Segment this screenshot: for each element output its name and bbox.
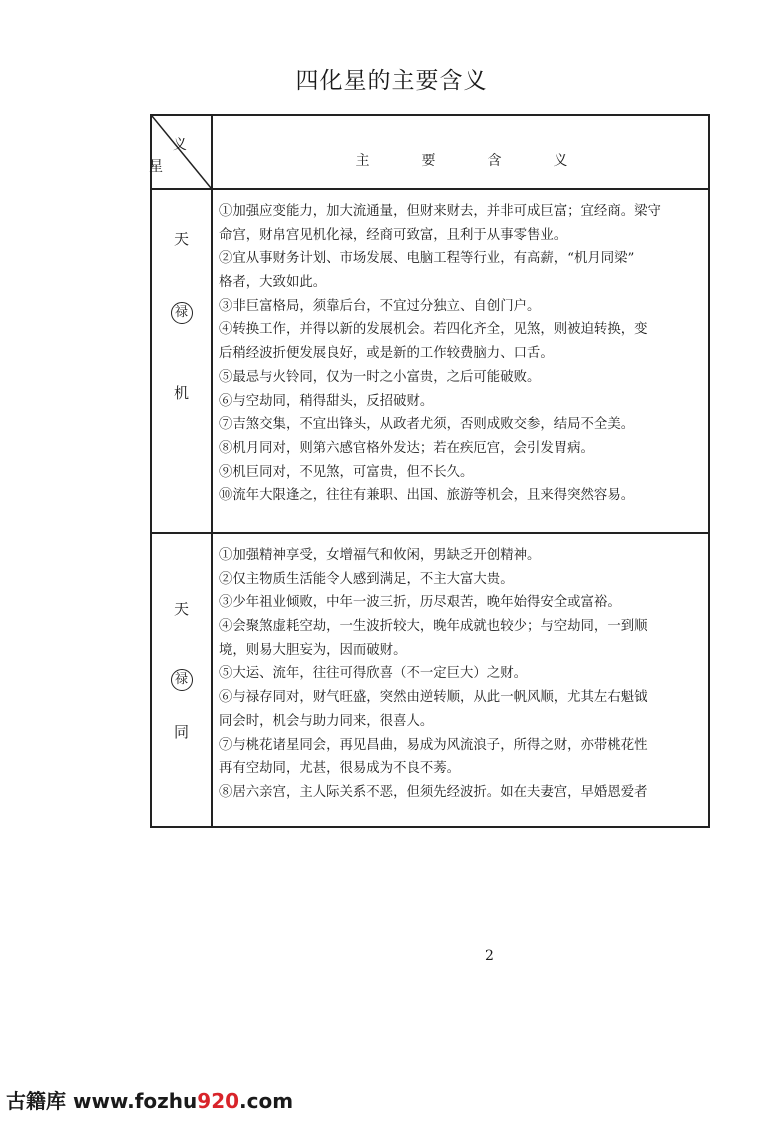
star-name-top: 天 [173,600,189,618]
page-title: 四化星的主要含义 [295,68,488,94]
meaning-line: ①加强精神享受，女增福气和攸闲，男缺乏开创精神。 [219,548,541,563]
star-name-top: 天 [173,230,189,248]
corner-label-top: 义 [173,137,187,153]
row-divider [152,532,708,534]
meaning-line: 后稍经波折便发展良好，或是新的工作较费脑力、口舌。 [219,346,554,362]
star-name-bottom: 机 [173,384,189,402]
meaning-line: ⑥与空劫同，稍得甜头，反招破财。 [219,393,434,409]
footer-domain-b: 920 [197,1089,240,1113]
column-divider [211,116,213,826]
meaning-line: ⑥与禄存同对，财气旺盛，突然由逆转顺，从此一帆风顺，尤其左右魁钺 [219,690,648,706]
meaning-line: ②宜从事财务计划、市场发展、电脑工程等行业，有高薪，“机月同梁” [219,251,635,267]
header-main [213,150,710,170]
header-char: 含 [487,153,502,169]
meaning-line: 再有空劫同，尤甚，很易成为不良不莠。 [219,761,461,777]
page-number: 2 [485,948,494,964]
row-meanings [219,544,705,805]
header-char: 主 [355,153,370,169]
footer-prefix: 古籍库 www. [6,1089,135,1113]
meaning-line: ⑧居六亲宫，主人际关系不恶，但须先经波折。如在夫妻宫，早婚恩爱者 [219,784,648,800]
meaning-line: 命宫，财帛宫见机化禄，经商可致富，且利于从事零售业。 [219,227,568,243]
meaning-line: ③非巨富格局，须靠后台，不宜过分独立、自创门户。 [219,298,541,314]
meaning-line: ⑦与桃花诸星同会，再见昌曲，易成为风流浪子，所得之财，亦带桃花性 [219,737,648,753]
header-divider [152,188,708,190]
meaning-line: 同会时，机会与助力同来，很喜人。 [219,713,434,729]
footer-domain-a: fozhu [134,1089,198,1113]
meaning-line: ②仅主物质生活能令人感到满足，不主大富大贵。 [219,571,514,587]
lu-badge: 禄 [152,302,211,324]
meaning-line: ⑤最忌与火铃同，仅为一时之小富贵，之后可能破败。 [219,369,541,385]
meaning-line: 格者，大致如此。 [219,275,327,291]
meaning-line: ①加强应变能力，加大流通量，但财来财去，并非可成巨富；宜经商。梁守 [219,204,661,219]
meaning-line: ⑤大运、流年，往往可得欣喜（不一定巨大）之财。 [219,666,527,682]
meaning-line: ④转换工作，并得以新的发展机会。若四化齐全，见煞，则被迫转换，变 [219,322,648,338]
footer-suffix: .com [239,1089,294,1113]
corner-label-bottom: 星 [149,159,163,175]
star-name-bottom: 同 [173,723,189,741]
meaning-line: ⑩流年大限逢之，往往有兼职、出国、旅游等机会，且来得突然容易。 [219,488,635,504]
header-char: 义 [553,153,568,169]
meaning-table [150,114,710,828]
lu-badge: 禄 [152,669,211,691]
row-meanings [219,200,705,508]
meaning-line: ③少年祖业倾败，中年一波三折，历尽艰苦，晚年始得安全或富裕。 [219,595,621,611]
meaning-line: ④会聚煞虚耗空劫，一生波折较大，晚年成就也较少；与空劫同，一到顺 [219,619,648,635]
watermark-footer [6,1085,293,1114]
meaning-line: 境，则易大胆妄为，因而破财。 [219,642,407,658]
meaning-line: ⑧机月同对，则第六感官格外发达；若在疾厄宫，会引发胃病。 [219,440,594,456]
meaning-line: ⑨机巨同对，不见煞，可富贵，但不长久。 [219,464,474,480]
header-char: 要 [421,153,436,169]
meaning-line: ⑦吉煞交集，不宜出锋头，从政者尤须，否则成败交参，结局不全美。 [219,417,635,433]
